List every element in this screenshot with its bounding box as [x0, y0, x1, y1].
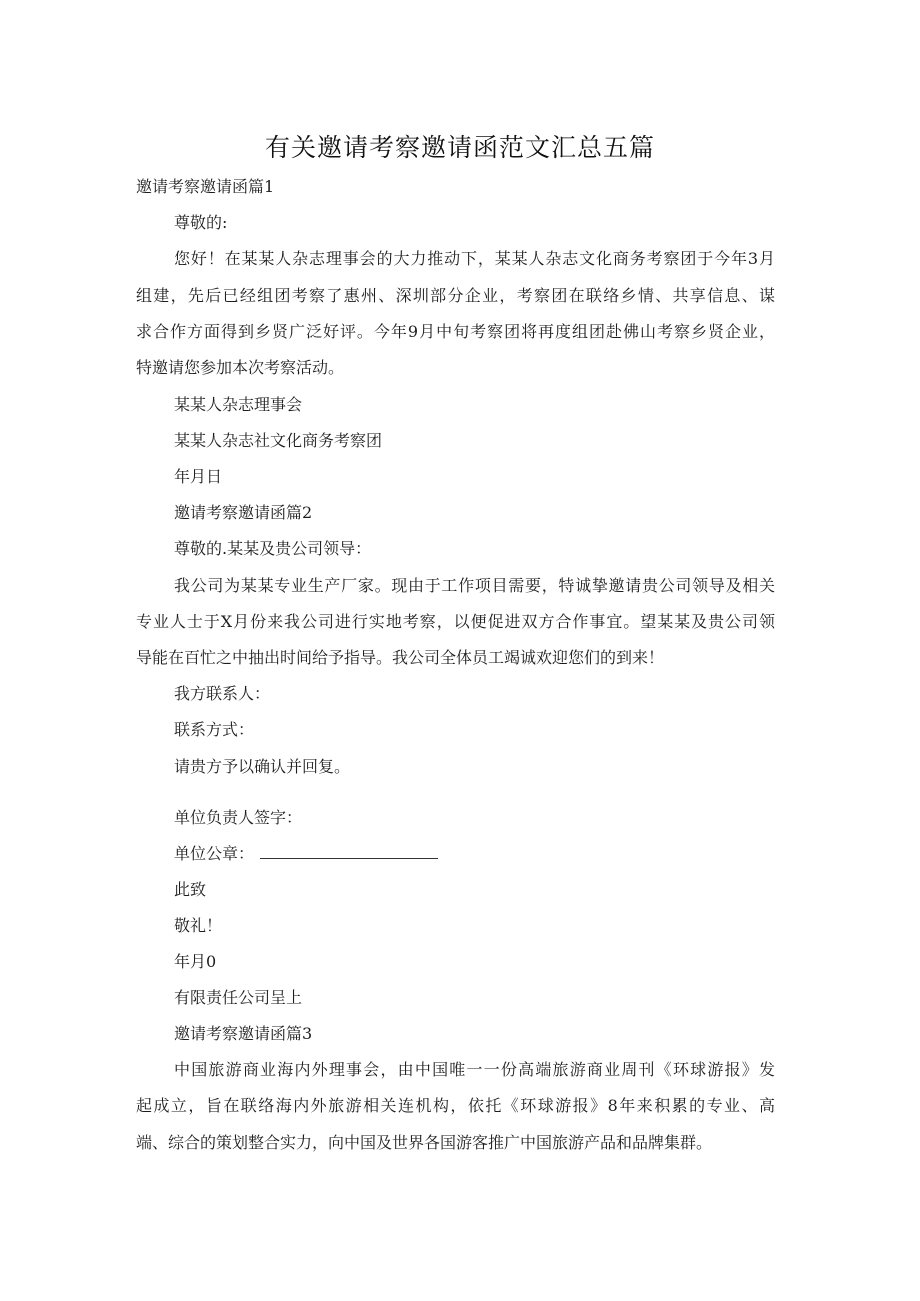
- section-1-paragraph-line: 特邀请您参加本次考察活动。: [136, 358, 345, 377]
- section-2-company: 有限责任公司呈上: [174, 988, 303, 1007]
- section-2-confirm-request: 请贵方予以确认并回复。: [174, 757, 351, 776]
- section-2-contact-person: 我方联系人：: [174, 684, 271, 703]
- seal-underline: [260, 858, 438, 859]
- section-2-date: 年月0: [174, 952, 217, 971]
- section-3-heading: 邀请考察邀请函篇3: [174, 1024, 313, 1043]
- section-1-signature-delegation: 某某人杂志社文化商务考察团: [174, 431, 383, 450]
- section-2-paragraph-line: 专业人士于X月份来我公司进行实地考察，以便促进双方合作事宜。望某某及贵公司领: [136, 612, 775, 631]
- section-2-paragraph-line: 我公司为某某专业生产厂家。现由于工作项目需要，特诚挚邀请贵公司领导及相关: [174, 576, 775, 595]
- section-1-heading: 邀请考察邀请函篇1: [136, 177, 275, 196]
- section-2-salutation: 尊敬的.某某及贵公司领导：: [174, 539, 372, 558]
- section-1-signature-council: 某某人杂志理事会: [174, 395, 303, 414]
- section-3-paragraph-line: 端、综合的策划整合实力，向中国及世界各国游客推广中国旅游产品和品牌集群。: [136, 1133, 713, 1152]
- section-2-closing-2: 敬礼！: [174, 916, 223, 935]
- document-title: 有关邀请考察邀请函范文汇总五篇: [264, 133, 655, 162]
- section-2-seal-label: 单位公章：: [174, 844, 255, 863]
- section-1-paragraph-line: 求合作方面得到乡贤广泛好评。今年9月中旬考察团将再度组团赴佛山考察乡贤企业，: [136, 322, 775, 341]
- section-3-paragraph-line: 中国旅游商业海内外理事会，由中国唯一一份高端旅游商业周刊《环球游报》发: [174, 1060, 775, 1079]
- section-2-heading: 邀请考察邀请函篇2: [174, 503, 313, 522]
- section-2-paragraph-line: 导能在百忙之中抽出时间给予指导。我公司全体员工竭诚欢迎您们的到来！: [136, 648, 665, 667]
- section-1-paragraph-line: 您好！在某某人杂志理事会的大力推动下，某某人杂志文化商务考察团于今年3月: [174, 249, 775, 268]
- section-1-salutation: 尊敬的:: [174, 213, 228, 232]
- section-2-contact-method: 联系方式：: [174, 720, 255, 739]
- section-1-date: 年月日: [174, 467, 223, 486]
- section-2-signer-label: 单位负责人签字：: [174, 808, 303, 827]
- section-1-paragraph-line: 组建，先后已经组团考察了惠州、深圳部分企业，考察团在联络乡情、共享信息、谋: [136, 286, 775, 305]
- section-3-paragraph-line: 起成立，旨在联络海内外旅游相关连机构，依托《环球游报》8年来积累的专业、高: [136, 1096, 775, 1115]
- section-2-closing-1: 此致: [174, 880, 207, 899]
